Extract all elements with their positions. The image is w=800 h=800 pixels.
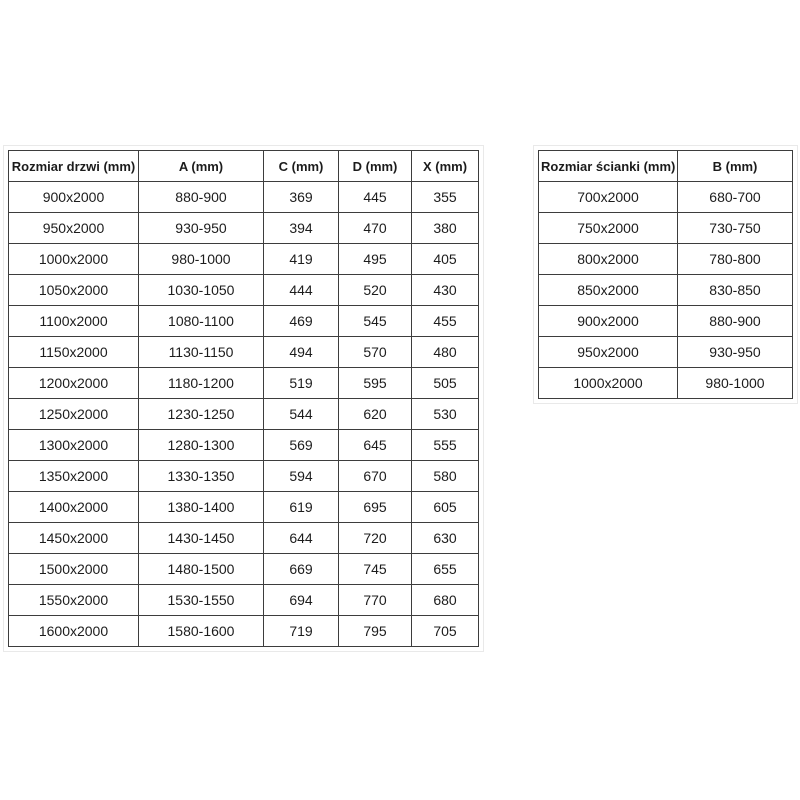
table-cell: 569 (264, 430, 339, 461)
table-row (9, 244, 479, 275)
wall-table-header (539, 151, 793, 182)
table-row (9, 523, 479, 554)
table-row (539, 368, 793, 399)
column-header-c: C (mm) (264, 151, 339, 182)
table-cell: 645 (339, 430, 412, 461)
table-cell: 1000x2000 (9, 244, 139, 275)
table-cell: 1350x2000 (9, 461, 139, 492)
table-cell: 730-750 (678, 213, 793, 244)
table-cell: 655 (412, 554, 479, 585)
table-cell: 520 (339, 275, 412, 306)
table-row (9, 616, 479, 647)
table-row (539, 213, 793, 244)
table-cell: 1250x2000 (9, 399, 139, 430)
table-cell: 430 (412, 275, 479, 306)
table-cell: 694 (264, 585, 339, 616)
table-cell: 380 (412, 213, 479, 244)
header-row (539, 151, 793, 182)
table-row (9, 554, 479, 585)
table-cell: 394 (264, 213, 339, 244)
table-cell: 1180-1200 (139, 368, 264, 399)
table-cell: 930-950 (678, 337, 793, 368)
column-header-d: D (mm) (339, 151, 412, 182)
table-cell: 669 (264, 554, 339, 585)
wall-sizes-table (538, 150, 793, 399)
table-cell: 1480-1500 (139, 554, 264, 585)
table-cell: 1050x2000 (9, 275, 139, 306)
table-cell: 419 (264, 244, 339, 275)
table-row (9, 430, 479, 461)
table-cell: 950x2000 (539, 337, 678, 368)
table-cell: 930-950 (139, 213, 264, 244)
table-cell: 1030-1050 (139, 275, 264, 306)
table-row (9, 368, 479, 399)
table-row (9, 275, 479, 306)
table-cell: 900x2000 (539, 306, 678, 337)
table-cell: 620 (339, 399, 412, 430)
table-cell: 605 (412, 492, 479, 523)
table-cell: 980-1000 (678, 368, 793, 399)
table-cell: 770 (339, 585, 412, 616)
table-cell: 680-700 (678, 182, 793, 213)
table-cell: 800x2000 (539, 244, 678, 275)
table-row (9, 213, 479, 244)
table-cell: 1550x2000 (9, 585, 139, 616)
table-row (9, 182, 479, 213)
table-row (9, 492, 479, 523)
table-cell: 780-800 (678, 244, 793, 275)
table-cell: 555 (412, 430, 479, 461)
door-table-header (9, 151, 479, 182)
table-cell: 644 (264, 523, 339, 554)
table-cell: 830-850 (678, 275, 793, 306)
table-cell: 795 (339, 616, 412, 647)
table-cell: 495 (339, 244, 412, 275)
table-cell: 530 (412, 399, 479, 430)
table-cell: 1430-1450 (139, 523, 264, 554)
door-table-body (9, 182, 479, 647)
table-row (9, 585, 479, 616)
table-cell: 470 (339, 213, 412, 244)
table-cell: 1400x2000 (9, 492, 139, 523)
table-cell: 355 (412, 182, 479, 213)
table-cell: 670 (339, 461, 412, 492)
table-cell: 1530-1550 (139, 585, 264, 616)
table-cell: 1300x2000 (9, 430, 139, 461)
table-cell: 1500x2000 (9, 554, 139, 585)
table-cell: 455 (412, 306, 479, 337)
table-cell: 900x2000 (9, 182, 139, 213)
table-cell: 680 (412, 585, 479, 616)
table-row (539, 244, 793, 275)
table-cell: 980-1000 (139, 244, 264, 275)
table-cell: 719 (264, 616, 339, 647)
table-cell: 695 (339, 492, 412, 523)
door-sizes-table (8, 150, 479, 647)
table-cell: 1330-1350 (139, 461, 264, 492)
table-cell: 580 (412, 461, 479, 492)
table-cell: 405 (412, 244, 479, 275)
table-cell: 545 (339, 306, 412, 337)
column-header-x: X (mm) (412, 151, 479, 182)
table-cell: 630 (412, 523, 479, 554)
column-header-wall-size: Rozmiar ścianki (mm) (539, 151, 678, 182)
table-cell: 850x2000 (539, 275, 678, 306)
table-cell: 619 (264, 492, 339, 523)
table-cell: 1600x2000 (9, 616, 139, 647)
table-cell: 1580-1600 (139, 616, 264, 647)
table-cell: 369 (264, 182, 339, 213)
table-cell: 1080-1100 (139, 306, 264, 337)
table-cell: 1150x2000 (9, 337, 139, 368)
table-cell: 595 (339, 368, 412, 399)
table-row (9, 461, 479, 492)
table-cell: 1280-1300 (139, 430, 264, 461)
table-cell: 480 (412, 337, 479, 368)
table-cell: 519 (264, 368, 339, 399)
table-cell: 880-900 (678, 306, 793, 337)
table-cell: 720 (339, 523, 412, 554)
table-cell: 445 (339, 182, 412, 213)
table-cell: 1200x2000 (9, 368, 139, 399)
column-header-a: A (mm) (139, 151, 264, 182)
table-cell: 745 (339, 554, 412, 585)
table-cell: 494 (264, 337, 339, 368)
table-cell: 444 (264, 275, 339, 306)
table-row (539, 337, 793, 368)
table-cell: 594 (264, 461, 339, 492)
table-row (9, 337, 479, 368)
column-header-b: B (mm) (678, 151, 793, 182)
wall-table-body (539, 182, 793, 399)
table-cell: 1000x2000 (539, 368, 678, 399)
column-header-door-size: Rozmiar drzwi (mm) (9, 151, 139, 182)
table-cell: 950x2000 (9, 213, 139, 244)
table-cell: 1100x2000 (9, 306, 139, 337)
table-cell: 750x2000 (539, 213, 678, 244)
table-cell: 1230-1250 (139, 399, 264, 430)
table-cell: 700x2000 (539, 182, 678, 213)
table-row (539, 306, 793, 337)
header-row (9, 151, 479, 182)
table-cell: 505 (412, 368, 479, 399)
table-cell: 570 (339, 337, 412, 368)
table-cell: 1450x2000 (9, 523, 139, 554)
table-row (539, 182, 793, 213)
table-cell: 880-900 (139, 182, 264, 213)
table-cell: 544 (264, 399, 339, 430)
table-row (9, 306, 479, 337)
table-cell: 1380-1400 (139, 492, 264, 523)
table-row (539, 275, 793, 306)
table-row (9, 399, 479, 430)
table-cell: 469 (264, 306, 339, 337)
table-cell: 705 (412, 616, 479, 647)
table-cell: 1130-1150 (139, 337, 264, 368)
